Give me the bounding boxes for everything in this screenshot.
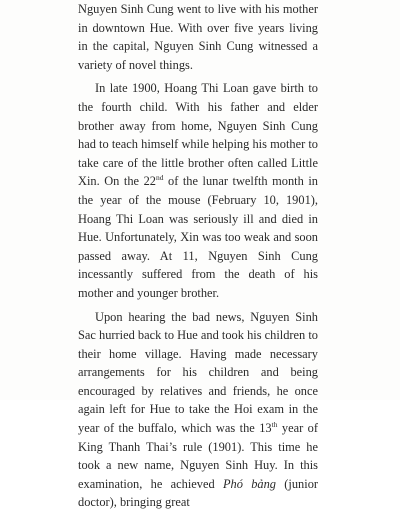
paragraph-3-text-a: Upon hearing the bad news, Nguyen Sinh Sac hurried back to Hue and took his children to their home village. Having made necessary arrangements for his children and being encouraged by relatives and friends, he once again left for Hue to take the Hoi exam in the year of the buffalo, which was the 13 bbox=[78, 309, 318, 436]
ordinal-suffix: th bbox=[271, 420, 278, 430]
paragraph-1-text: Nguyen Sinh Cung went to live with his mother in downtown Hue. With over five years living in the capital, Nguyen Sinh Cung witnessed a variety of novel things. bbox=[78, 2, 318, 72]
paragraph-1 bbox=[78, 0, 318, 74]
paragraph-3-text-c: (junior doctor), bringing great bbox=[78, 476, 319, 510]
paragraph-3 bbox=[78, 308, 318, 513]
body-text bbox=[78, 0, 318, 517]
paragraph-3-text-b: year of King Thanh Thai’s rule (1901). This time he took a new name, Nguyen Sinh Huy. In this examination, he achieved bbox=[78, 421, 318, 491]
paragraph-2-text-b: of the lunar twelfth month in the year of the mouse (February 10, 1901), Hoang Thi Loan was seriously ill and died in Hue. Unfortunately, Xin was too weak and soon passed away. At 11, Nguyen Sinh Cung incessantly suffered from the death of his mother and younger brother. bbox=[78, 174, 318, 300]
degree-title: Phó bảng bbox=[222, 476, 276, 491]
paragraph-2 bbox=[78, 79, 318, 302]
ordinal-suffix: nd bbox=[155, 173, 164, 183]
paragraph-2-text-a: In late 1900, Hoang Thi Loan gave birth to the fourth child. With his father and elder brother away from home, Nguyen Sinh Cung had to teach himself while helping his mother to take care of the little brother often called Little Xin. On the 22 bbox=[78, 81, 318, 189]
